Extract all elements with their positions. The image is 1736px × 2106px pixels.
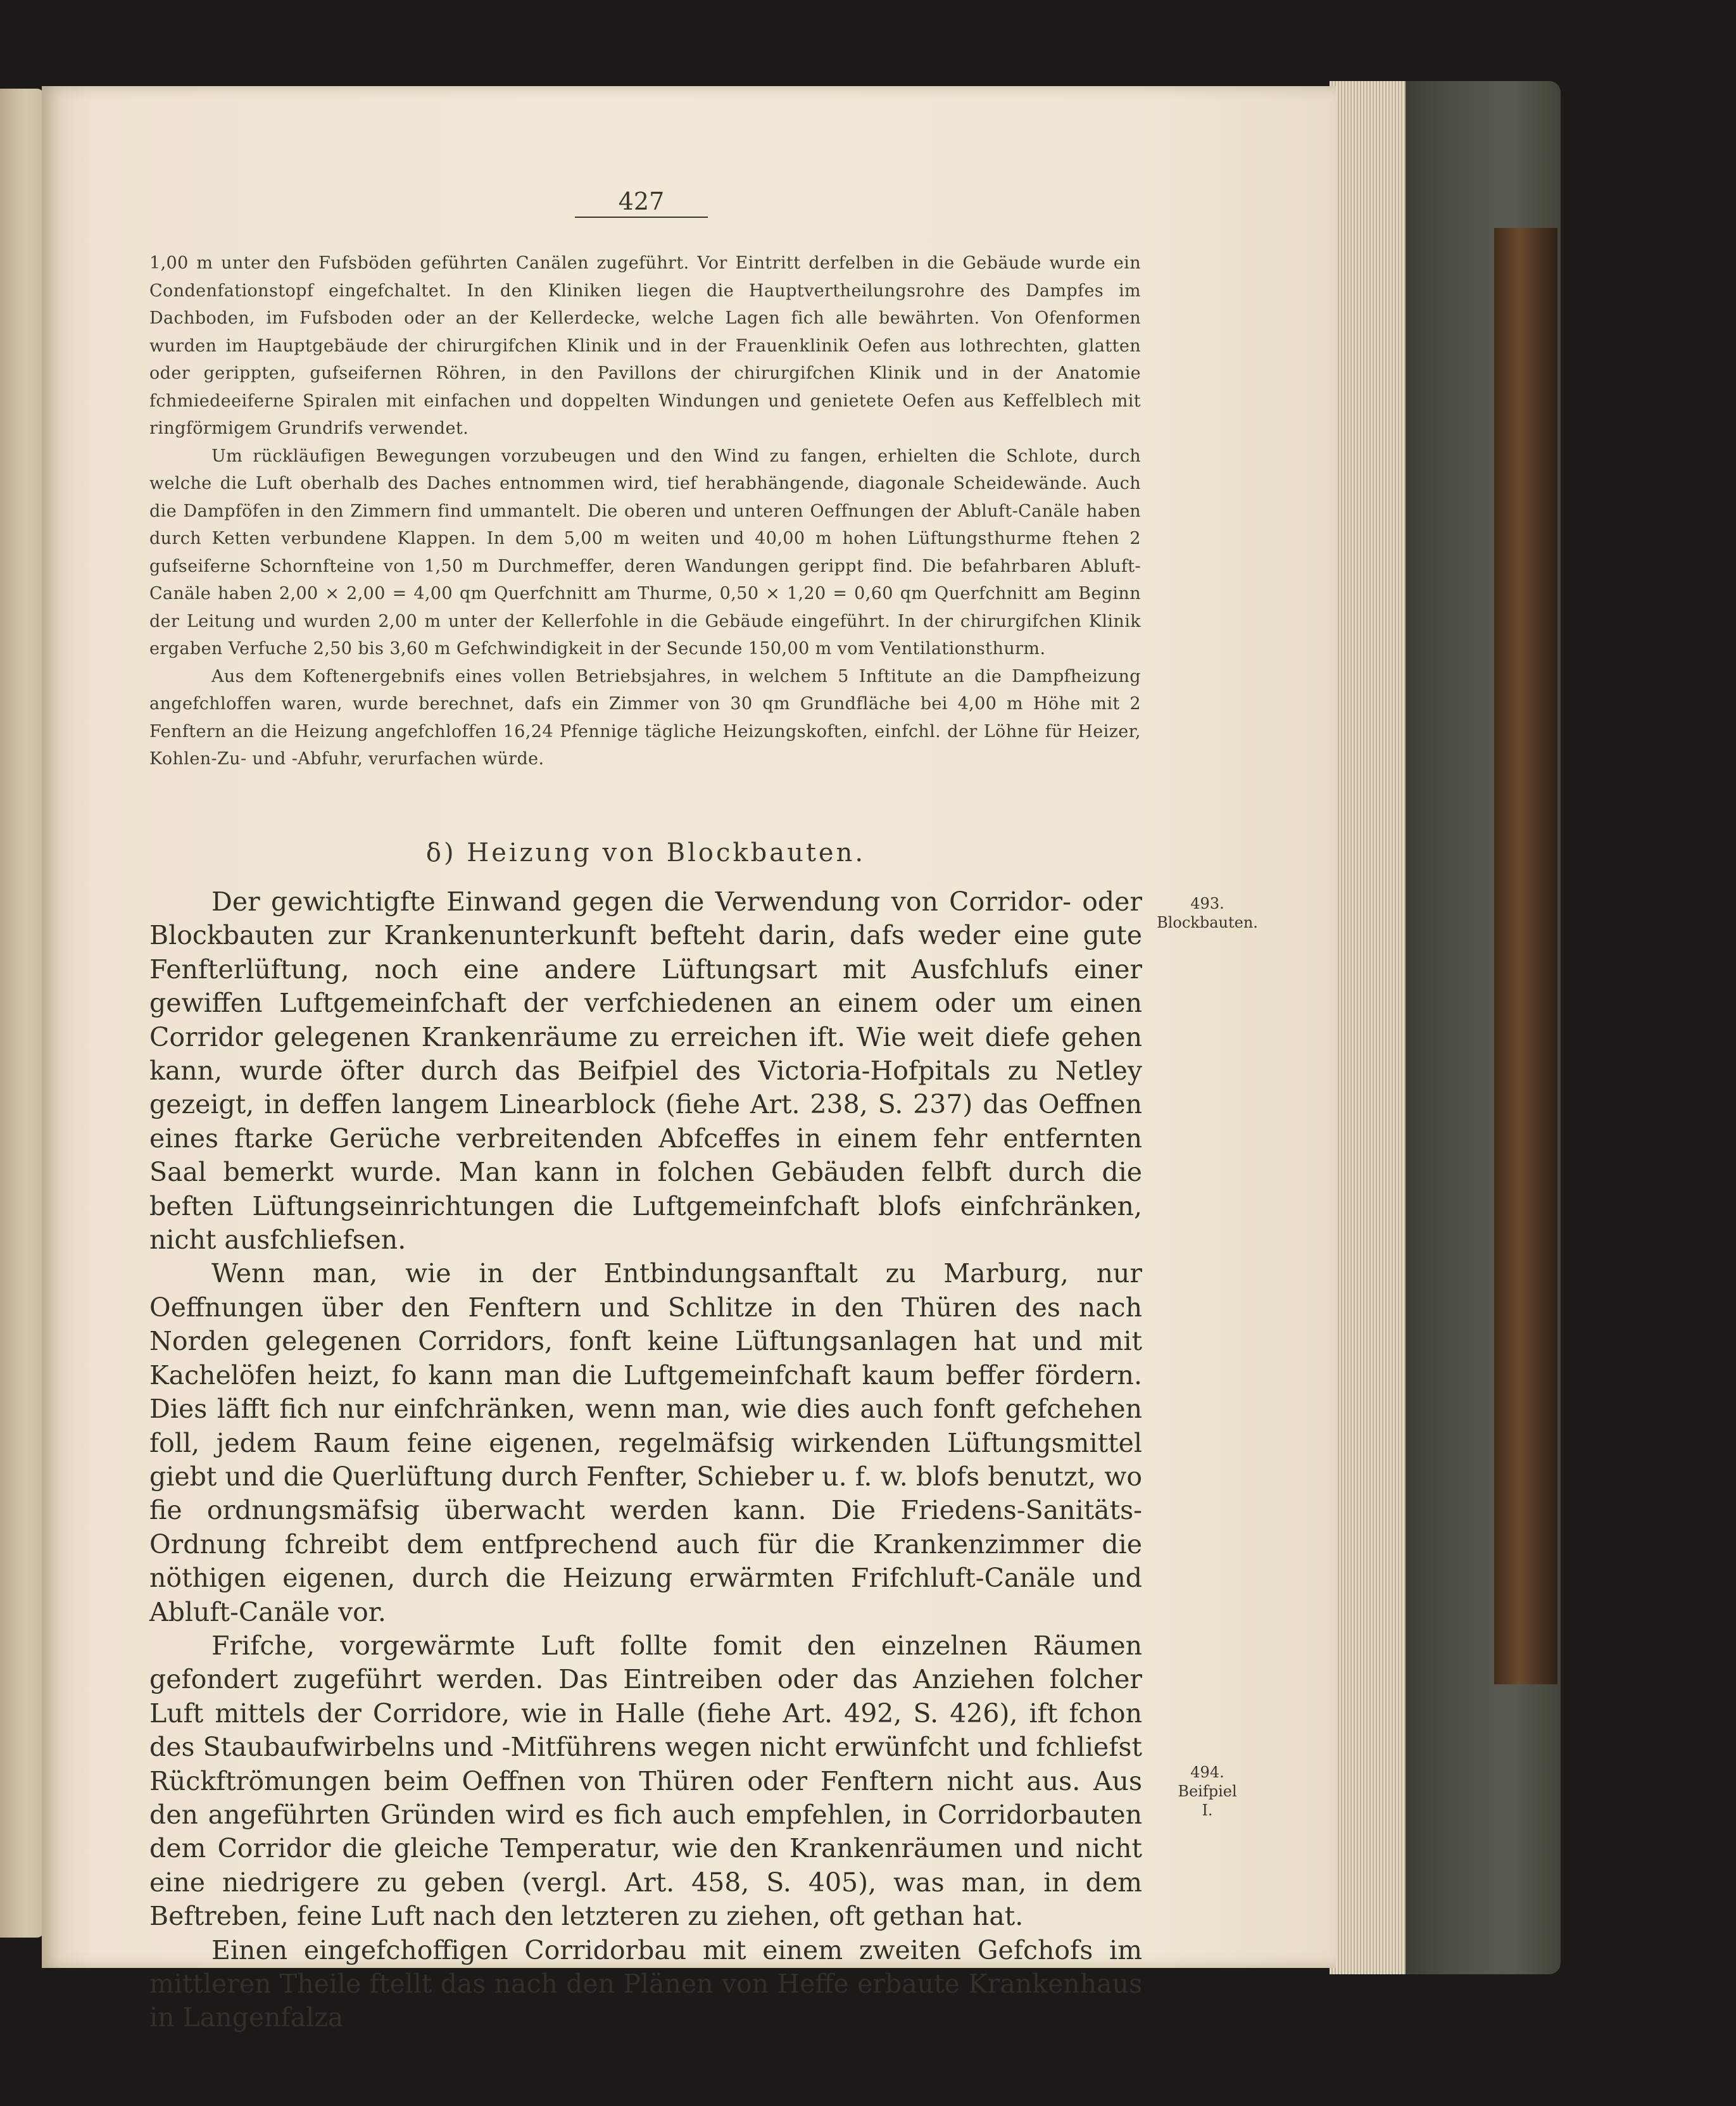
body-paragraph: Einen eingefchoffigen Corridorbau mit einem zweiten Gefchofs im mittleren Theile ftellt das nach den Plänen von Heffe erbaute Krankenhaus in Langenfalza [149, 1934, 1142, 2033]
margin-note-label: Blockbauten. [1157, 914, 1258, 931]
margin-note-number: 494. [1190, 1763, 1224, 1781]
margin-note-sub: I. [1202, 1801, 1213, 1819]
small-paragraph: Um rückläufigen Bewegungen vorzubeugen und den Wind zu fangen, erhielten die Schlote, durch welche die Luft oberhalb des Daches entnommen wird, tief herabhängende, diagonale Scheidewände. Auch die Dampföfen in den Zimmern find ummantelt. Die oberen und unteren Oeffnungen der Abluft-Canäle haben durch Ketten verbundene Klappen. In dem 5,00 m weiten und 40,00 m hohen Lüftungsthurme ftehen 2 gufseiferne Schornfteine von 1,50 m Durchmeffer, deren Wandungen gerippt find. Die befahrbaren Abluft-Canäle haben 2,00 × 2,00 = 4,00 qm Querfchnitt am Thurme, 0,50 × 1,20 = 0,60 qm Querfchnitt am Beginn der Leitung und wurden 2,00 m unter der Kellerfohle in die Gebäude eingeführt. In der chirurgifchen Klinik ergaben Verfuche 2,50 bis 3,60 m Gefchwindigkeit in der Secunde 150,00 m vom Ventilationsthurm. [149, 446, 1141, 659]
small-print-block [149, 249, 1141, 773]
margin-note-number: 493. [1190, 895, 1224, 912]
body-paragraph: Der gewichtigfte Einwand gegen die Verwendung von Corridor- oder Blockbauten zur Krankenunterkunft befteht darin, dafs weder eine gute Fenfterlüftung, noch eine andere Lüftungsart mit Ausfchlufs einer gewiffen Luftgemeinfchaft der verfchiedenen an einem oder um einen Corridor gelegenen Krankenräume zu erreichen ift. Wie weit diefe gehen kann, wurde öfter durch das Beifpiel des Victoria-Hofpitals zu Netley gezeigt, in deffen langem Linearblock (fiehe Art. 238, S. 237) das Oeffnen eines ftarke Gerüche verbreitenden Abfceffes in einem fehr entfernten Saal bemerkt wurde. Man kann in folchen Gebäuden felbft durch die beften Lüftungseinrichtungen die Luftgemeinfchaft blofs einfchränken, nicht ausfchliefsen. [149, 886, 1142, 1256]
margin-note-label: Beifpiel [1178, 1782, 1237, 1800]
margin-note-493 [1154, 894, 1261, 932]
small-paragraph: Aus dem Koftenergebnifs eines vollen Betriebsjahres, in welchem 5 Inftitute an die Dampfheizung angefchloffen waren, wurde berechnet, dafs ein Zimmer von 30 qm Grundfläche bei 4,00 m Höhe mit 2 Fenftern an die Heizung angefchloffen 16,24 Pfennige tägliche Heizungskoften, einfchl. der Löhne für Heizer, Kohlen-Zu- und -Abfuhr, verurfachen würde. [149, 666, 1141, 769]
small-paragraph: 1,00 m unter den Fufsböden geführten Canälen zugeführt. Vor Eintritt derfelben in die Gebäude wurde ein Condenfationstopf eingefchaltet. In den Kliniken liegen die Hauptvertheilungsrohre des Dampfes im Dachboden, im Fufsboden oder an der Kellerdecke, welche Lagen fich alle bewährten. Von Ofenformen wurden im Hauptgebäude der chirurgifchen Klinik und in der Frauenklinik Oefen aus lothrechten, glatten oder gerippten, gufseifernen Röhren, in den Pavillons der chirurgifchen Klinik und in der Anatomie fchmiedeeiferne Spiralen mit einfachen und doppelten Windungen und genietete Oefen aus Keffelblech mit ringförmigem Grundrifs verwendet. [149, 253, 1141, 438]
body-text-block [149, 885, 1142, 2035]
body-paragraph: Wenn man, wie in der Entbindungsanftalt zu Marburg, nur Oeffnungen über den Fenftern und Schlitze in den Thüren des nach Norden gelegenen Corridors, fonft keine Lüftungsanlagen hat und mit Kachelöfen heizt, fo kann man die Luftgemeinfchaft kaum beffer fördern. Dies läfft fich nur einfchränken, wenn man, wie dies auch fonft gefchehen foll, jedem Raum feine eigenen, regelmäfsig wirkenden Lüftungsmittel giebt und die Querlüftung durch Fenfter, Schieber u. f. w. blofs benutzt, wo fie ordnungsmäfsig überwacht werden kann. Die Friedens-Sanitäts-Ordnung fchreibt dem entfprechend auch für die Krankenzimmer die nöthigen eigenen, durch die Heizung erwärmten Frifchluft-Canäle und Abluft-Canäle vor. [149, 1258, 1142, 1627]
body-paragraph: Frifche, vorgewärmte Luft follte fomit den einzelnen Räumen gefondert zugeführt werden. Das Eintreiben oder das Anziehen folcher Luft mittels der Corridore, wie in Halle (fiehe Art. 492, S. 426), ift fchon des Staubaufwirbelns und -Mitführens wegen nicht erwünfcht und fchliefst Rückftrömungen beim Oeffnen von Thüren oder Fenftern nicht aus. Aus den angeführten Gründen wird es fich auch empfehlen, in Corridorbauten dem Corridor die gleiche Temperatur, wie den Krankenräumen und nicht eine niedrigere zu geben (vergl. Art. 458, S. 405), was man, in dem Beftreben, feine Luft nach den letzteren zu ziehen, oft gethan hat. [149, 1630, 1142, 1932]
margin-note-494 [1154, 1763, 1261, 1820]
page-number: 427 [575, 187, 708, 218]
section-heading: δ) Heizung von Blockbauten. [425, 838, 866, 867]
